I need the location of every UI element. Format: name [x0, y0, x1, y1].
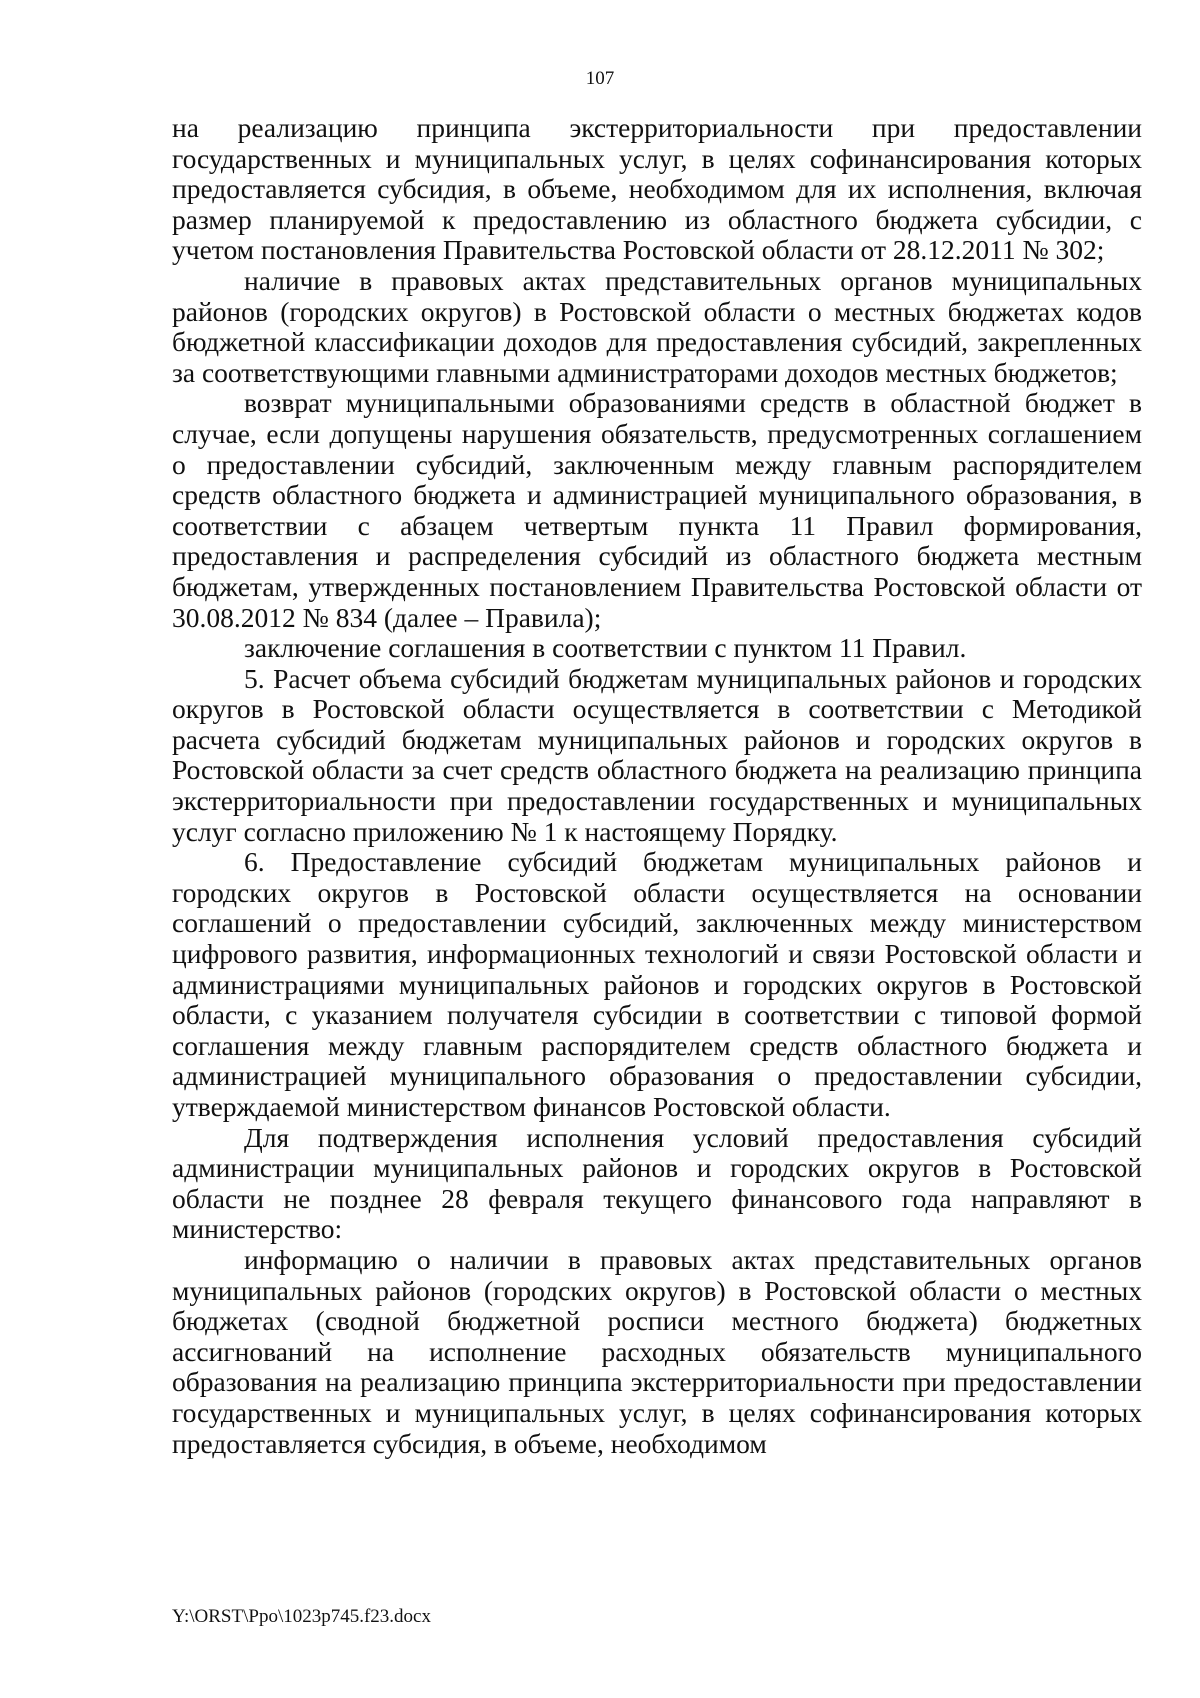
page-number: 107 — [585, 68, 615, 89]
paragraph-confirmation: Для подтверждения исполнения условий предоставления субсидий администрации муниципальных районов и городских округов в Ростовской области не позднее 28 февраля текущего финансового года направляют в министерство: — [172, 1121, 1142, 1245]
paragraph-item-5: 5. Расчет объема субсидий бюджетам муниципальных районов и городских округов в Ростовской области осуществляется в соответствии с Методикой расчета субсидий бюджетам муниципальных районов и городских округов в Ростовской области за счет средств областного бюджета на реализацию принципа экстерриториальности при предоставлении государственных и муниципальных услуг согласно приложению № 1 к настоящему Порядку. — [172, 662, 1142, 847]
footer-file-path: Y:\ORST\Ppo\1023p745.f23.docx — [172, 1606, 431, 1627]
paragraph-item-6: 6. Предоставление субсидий бюджетам муниципальных районов и городских округов в Ростовской области осуществляется на основании соглашений о предоставлении субсидий, заключенных между министерством цифрового развития, информационных технологий и связи Ростовской области и администрациями муниципальных районов и городских округов в Ростовской области, с указанием получателя субсидии в соответствии с типовой формой соглашения между главным распорядителем средств областного бюджета и администрацией муниципального образования о предоставлении субсидии, утверждаемой министерством финансов Ростовской области. — [172, 846, 1142, 1122]
paragraph-information: информацию о наличии в правовых актах представительных органов муниципальных районов (городских округов) в Ростовской области о местных бюджетах (сводной бюджетной росписи местного бюджета) бюджетных ассигнований на исполнение расходных обязательств муниципального образования на реализацию принципа экстерриториальности при предоставлении государственных и муниципальных услуг, в целях софинансирования которых предоставляется субсидия, в объеме, необходимом — [172, 1243, 1142, 1459]
paragraph-refund: возврат муниципальными образованиями средств в областной бюджет в случае, если допущены нарушения обязательств, предусмотренных соглашением о предоставлении субсидий, заключенным между главным распорядителем средств областного бюджета и администрацией муниципального образования, в соответствии с абзацем четвертым пункта 11 Правил формирования, предоставления и распределения субсидий из областного бюджета местным бюджетам, утвержденных постановлением Правительства Ростовской области от 30.08.2012 № 834 (далее – Правила); — [172, 387, 1142, 633]
document-body — [172, 113, 1142, 1459]
paragraph-continuation: на реализацию принципа экстерриториальности при предоставлении государственных и муниципальных услуг, в целях софинансирования которых предоставляется субсидия, в объеме, необходимом для их исполнения, включая размер планируемой к предоставлению из областного бюджета субсидии, с учетом постановления Правительства Ростовской области от 28.12.2011 № 302; — [172, 112, 1142, 266]
paragraph-budget-codes: наличие в правовых актах представительных органов муниципальных районов (городских округов) в Ростовской области о местных бюджетах кодов бюджетной классификации доходов для предоставления субсидий, закрепленных за соответствующими главными администраторами доходов местных бюджетов; — [172, 264, 1142, 388]
paragraph-agreement: заключение соглашения в соответствии с пунктом 11 Правил. — [244, 632, 967, 664]
